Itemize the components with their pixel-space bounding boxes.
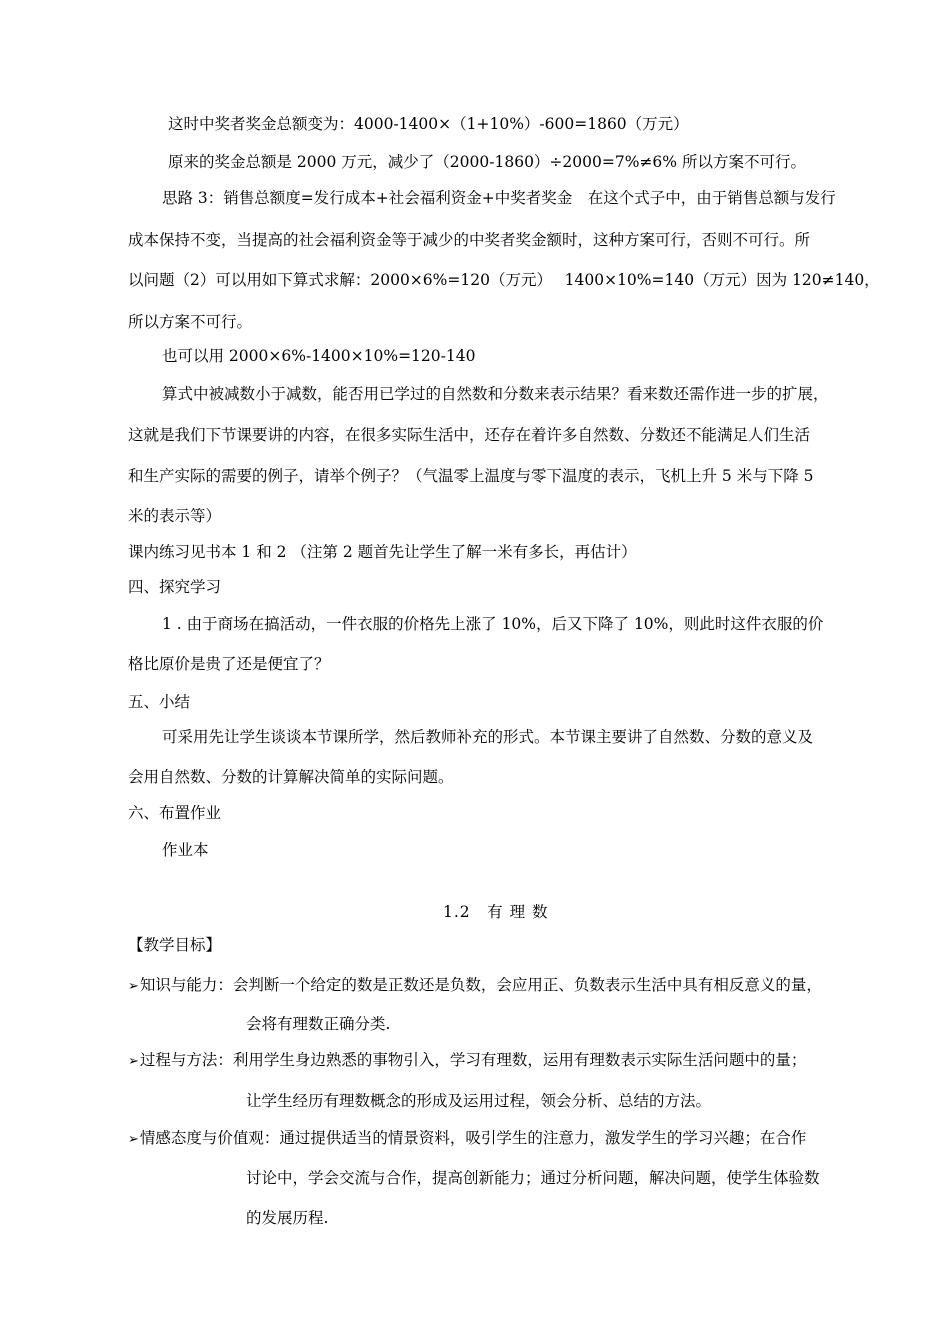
- text-line: 这时中奖者奖金总额变为：4000-1400×（1+10%）-600=1860（万元）: [168, 115, 689, 133]
- text-line: 算式中被减数小于减数，能否用已学过的自然数和分数来表示结果？看来数还需作进一步的扩展，: [162, 385, 829, 403]
- section-heading: 六、布置作业: [128, 804, 222, 822]
- text-line: 原来的奖金总额是 2000 万元，减少了（2000-1860）÷2000=7%≠6% 所以方案不可行。: [168, 153, 806, 171]
- text-line: 和生产实际的需要的例子，请举个例子？（气温零上温度与零下温度的表示，飞机上升 5 米与下降 5: [128, 467, 814, 485]
- objective-item: [128, 1128, 806, 1150]
- text-line: 会将有理数正确分类.: [246, 1015, 391, 1033]
- arrow-bullet-icon: ➢: [128, 1054, 139, 1069]
- arrow-bullet-icon: ➢: [128, 979, 139, 994]
- text-line: 以问题（2）可以用如下算式求解：2000×6%=120（万元） 1400×10%=140（万元）因为 120≠140，: [128, 271, 880, 289]
- objective-text: 知识与能力：会判断一个给定的数是正数还是负数，会应用正、负数表示生活中具有相反意义的量，: [139, 976, 822, 994]
- text-line: 思路 3：销售总额度=发行成本+社会福利资金+中奖者奖金 在这个式子中，由于销售总额与发行: [162, 189, 836, 207]
- text-line: 会用自然数、分数的计算解决简单的实际问题。: [128, 768, 454, 786]
- text-line: 这就是我们下节课要讲的内容，在很多实际生活中，还存在着许多自然数、分数还不能满足人们生活: [128, 426, 811, 444]
- text-line: 可采用先让学生谈谈本节课所学，然后教师补充的形式。本节课主要讲了自然数、分数的意义及: [162, 728, 814, 746]
- text-line: 格比原价是贵了还是便宜了？: [128, 655, 330, 673]
- text-line: 作业本: [162, 841, 209, 859]
- text-line: 让学生经历有理数概念的形成及运用过程，领会分析、总结的方法。: [246, 1092, 712, 1110]
- section-heading: 四、探究学习: [128, 578, 222, 596]
- text-line: 所以方案不可行。: [128, 313, 253, 331]
- objective-item: [128, 975, 822, 997]
- text-line: 讨论中，学会交流与合作，提高创新能力；通过分析问题，解决问题，使学生体验数: [246, 1169, 820, 1187]
- text-line: 米的表示等）: [128, 507, 222, 525]
- text-line: 的发展历程.: [246, 1209, 329, 1227]
- objective-text: 情感态度与价值观：通过提供适当的情景资料，吸引学生的注意力，激发学生的学习兴趣；在合作: [139, 1129, 807, 1147]
- text-line: 成本保持不变，当提高的社会福利资金等于减少的中奖者奖金额时，这种方案可行，否则不可行。所: [128, 231, 811, 249]
- lesson-title: 1.2 有 理 数: [443, 903, 549, 921]
- text-line: 课内练习见书本 1 和 2 （注第 2 题首先让学生了解一米有多长，再估计）: [128, 543, 637, 561]
- section-heading: 【教学目标】: [128, 936, 222, 954]
- objective-text: 过程与方法：利用学生身边熟悉的事物引入，学习有理数，运用有理数表示实际生活问题中的量；: [139, 1051, 807, 1069]
- arrow-bullet-icon: ➢: [128, 1132, 139, 1147]
- text-line: 也可以用 2000×6%-1400×10%=120-140: [162, 347, 476, 365]
- text-line: 1 . 由于商场在搞活动，一件衣服的价格先上涨了 10%，后又下降了 10%，则此时这件衣服的价: [162, 615, 824, 633]
- section-heading: 五、小结: [128, 693, 191, 711]
- objective-item: [128, 1050, 806, 1072]
